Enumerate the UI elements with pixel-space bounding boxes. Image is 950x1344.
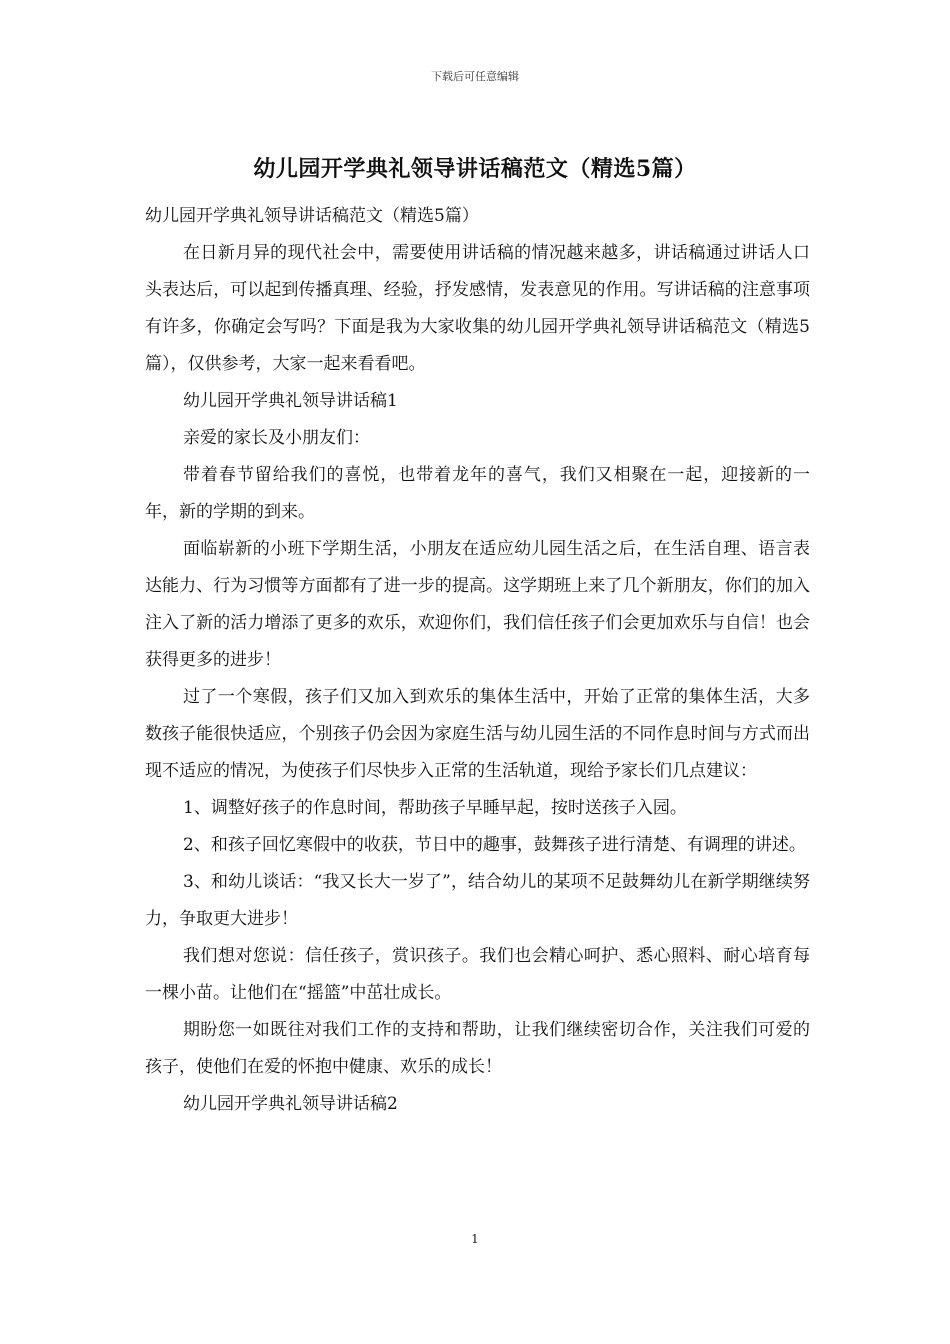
subtitle-paragraph: 幼儿园开学典礼领导讲话稿范文（精选5篇） [145,206,479,226]
header-note: 下载后可任意编辑 [431,70,519,83]
salutation-paragraph: 亲爱的家长及小朋友们： [183,428,370,448]
document-body [145,198,810,1123]
suggestion-item: 2、和孩子回忆寒假中的收获，节日中的趣事，鼓舞孩子进行清楚、有调理的讲述。 [183,835,806,855]
body-paragraph: 面临崭新的小班下学期生活，小朋友在适应幼儿园生活之后，在生活自理、语言表达能力、行为习惯等方面都有了进一步的提高。这学期班上来了几个新朋友，你们的加入注入了新的活力增添了更多的欢乐，欢迎你们，我们信任孩子们会更加欢乐与自信！也会获得更多的进步！ [145,539,810,670]
page-number: 1 [471,1232,479,1246]
section-heading-2: 幼儿园开学典礼领导讲话稿2 [183,1094,398,1114]
body-paragraph: 带着春节留给我们的喜悦，也带着龙年的喜气，我们又相聚在一起，迎接新的一年，新的学期的到来。 [145,465,810,522]
body-paragraph: 过了一个寒假，孩子们又加入到欢乐的集体生活中，开始了正常的集体生活，大多数孩子能很快适应，个别孩子仍会因为家庭生活与幼儿园生活的不同作息时间与方式而出现不适应的情况，为使孩子们尽快步入正常的生活轨道，现给予家长们几点建议： [145,687,810,781]
body-paragraph: 我们想对您说：信任孩子，赏识孩子。我们也会精心呵护、悉心照料、耐心培育每一棵小苗。让他们在“摇篮”中茁壮成长。 [145,946,810,1003]
intro-paragraph: 在日新月异的现代社会中，需要使用讲话稿的情况越来越多，讲话稿通过讲话人口头表达后，可以起到传播真理、经验，抒发感情，发表意见的作用。写讲话稿的注意事项有许多，你确定会写吗？下面是我为大家收集的幼儿园开学典礼领导讲话稿范文（精选5篇），仅供参考，大家一起来看看吧。 [145,243,810,374]
suggestion-item: 3、和幼儿谈话：“我又长大一岁了”，结合幼儿的某项不足鼓舞幼儿在新学期继续努力，争取更大进步！ [145,872,810,929]
closing-paragraph: 期盼您一如既往对我们工作的支持和帮助，让我们继续密切合作，关注我们可爱的孩子，使他们在爱的怀抱中健康、欢乐的成长！ [145,1020,810,1077]
suggestion-item: 1、调整好孩子的作息时间，帮助孩子早睡早起，按时送孩子入园。 [183,798,687,818]
document-title: 幼儿园开学典礼领导讲话稿范文（精选5篇） [253,156,697,182]
section-heading-1: 幼儿园开学典礼领导讲话稿1 [183,391,398,411]
